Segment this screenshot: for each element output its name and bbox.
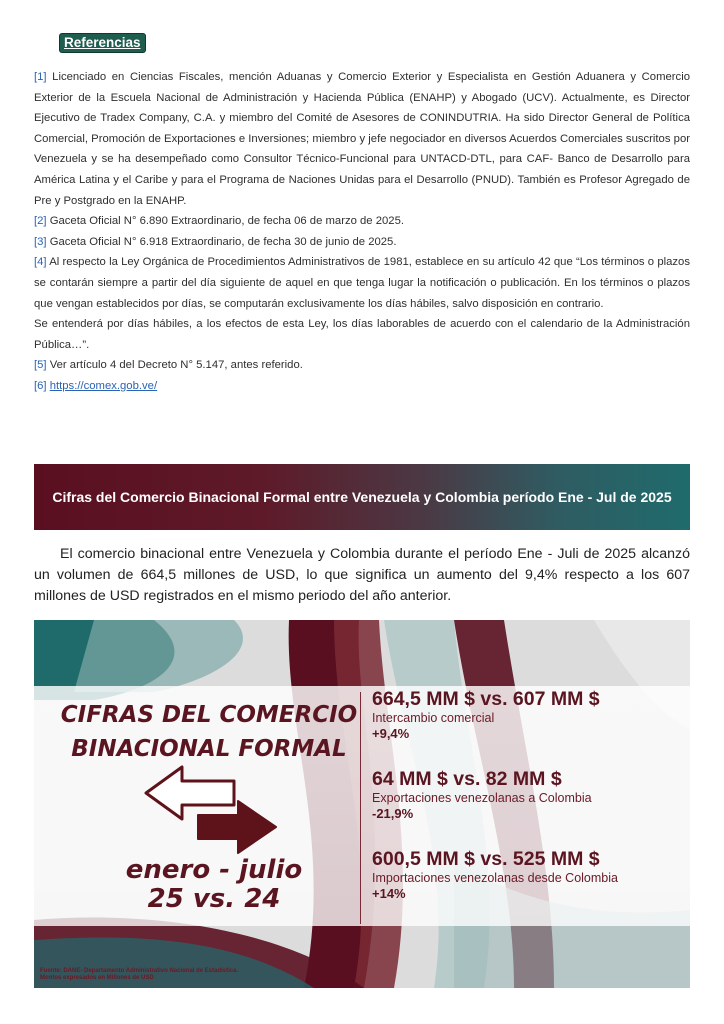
reference-number[interactable]: [4] xyxy=(34,256,47,269)
reference-number[interactable]: [2] xyxy=(34,215,47,228)
stat-value: 600,5 MM $ vs. 525 MM $ xyxy=(372,848,600,870)
infographic-divider xyxy=(360,692,361,924)
stat-change: +9,4% xyxy=(372,726,410,741)
stat-change: +14% xyxy=(372,886,406,901)
reference-number[interactable]: [5] xyxy=(34,359,47,372)
reference-item xyxy=(34,376,690,397)
stat-description: Intercambio comercial xyxy=(372,711,495,725)
infographic-title-line: CIFRAS DEL COMERCIO xyxy=(60,702,358,728)
trade-infographic xyxy=(34,620,690,988)
reference-text: Gaceta Oficial N° 6.918 Extraordinario, de fecha 30 de junio de 2025. xyxy=(46,235,397,248)
reference-item xyxy=(34,252,690,314)
references-heading: Referencias xyxy=(60,34,145,52)
intro-paragraph: El comercio binacional entre Venezuela y Colombia durante el período Ene - Juli de 2025 alcanzó un volumen de 664,5 millones de USD, lo que significa un aumento del 9,4% respecto a los 607 millones de USD registrados en el mismo periodo del año anterior. xyxy=(34,546,690,604)
stat-change: -21,9% xyxy=(372,806,414,821)
period-label xyxy=(104,856,324,914)
source-line: Montos expresados en Millones de USD xyxy=(40,975,154,981)
comex-link[interactable]: https://comex.gob.ve/ xyxy=(49,379,158,392)
stat-imports xyxy=(372,848,672,902)
stat-description: Importaciones venezolanas desde Colombia xyxy=(372,871,618,885)
stat-trade-exchange xyxy=(372,688,672,742)
exchange-arrows-icon xyxy=(142,765,282,855)
reference-item xyxy=(34,67,690,211)
period-years: 25 vs. 24 xyxy=(147,884,281,914)
reference-item xyxy=(34,232,690,253)
references-list xyxy=(34,67,690,397)
infographic-title-line: BINACIONAL FORMAL xyxy=(71,736,347,762)
stat-description: Exportaciones venezolanas a Colombia xyxy=(372,791,592,805)
reference-item-continued xyxy=(34,314,690,355)
reference-number[interactable]: [3] xyxy=(34,235,47,248)
period-months: enero - julio xyxy=(125,855,303,885)
stat-value: 664,5 MM $ vs. 607 MM $ xyxy=(372,688,600,710)
reference-item xyxy=(34,355,690,376)
section-banner xyxy=(34,464,690,530)
reference-item xyxy=(34,211,690,232)
reference-text: Gaceta Oficial N° 6.890 Extraordinario, de fecha 06 de marzo de 2025. xyxy=(46,215,404,228)
reference-text: Licenciado en Ciencias Fiscales, mención Aduanas y Comercio Exterior y Especialista en Gestión Aduanera y Comercio Exterior de la Escuela Nacional de Administración y Hacienda Pública (ENAHP) y Abogado (UCV). Actualmente, es Director Ejecutivo de Tradex Company, C.A. y miembro del Comité de Asesores de CONINDUTRIA. Ha sido Director General de Política Comercial, Promoción de Exportaciones e Inversiones; miembro y jefe negociador en diversos Acuerdos Comerciales suscritos por Venezuela y se ha desempeñado como Consultor Técnico-Funcional para UNTACD-DTL, para CAF- Banco de Desarrollo para América Latina y el Caribe y para el Programa de Naciones Unidas para el Desarrollo (PNUD). También es Profesor Agregado de Pre y Postgrado en la ENAHP. xyxy=(34,71,690,207)
reference-number[interactable]: [1] xyxy=(34,71,47,83)
source-line: Fuente: DANE- Departamento Administrativo Nacional de Estadística. xyxy=(40,968,239,974)
reference-text: Al respecto la Ley Orgánica de Procedimientos Administrativos de 1981, establece en su artículo 42 que “Los términos o plazos se contarán siempre a partir del día siguiente de aquel en que tenga lugar la notificación o publicación. En los términos o plazos que vengan establecidos por días, se computarán exclusivamente los días hábiles, salvo disposición en contrario. xyxy=(34,256,690,310)
infographic-title xyxy=(54,698,364,766)
reference-text: Ver artículo 4 del Decreto N° 5.147, antes referido. xyxy=(46,359,303,372)
stat-exports xyxy=(372,768,672,822)
stat-value: 64 MM $ vs. 82 MM $ xyxy=(372,768,562,790)
reference-text: Se entenderá por días hábiles, a los efectos de esta Ley, los días laborables de acuerdo con el calendario de la Administración Pública…”. xyxy=(34,318,690,351)
section-title: Cifras del Comercio Binacional Formal entre Venezuela y Colombia período Ene - Jul de 2025 xyxy=(52,488,672,505)
reference-number[interactable]: [6] xyxy=(34,379,47,392)
infographic-source xyxy=(40,968,238,982)
